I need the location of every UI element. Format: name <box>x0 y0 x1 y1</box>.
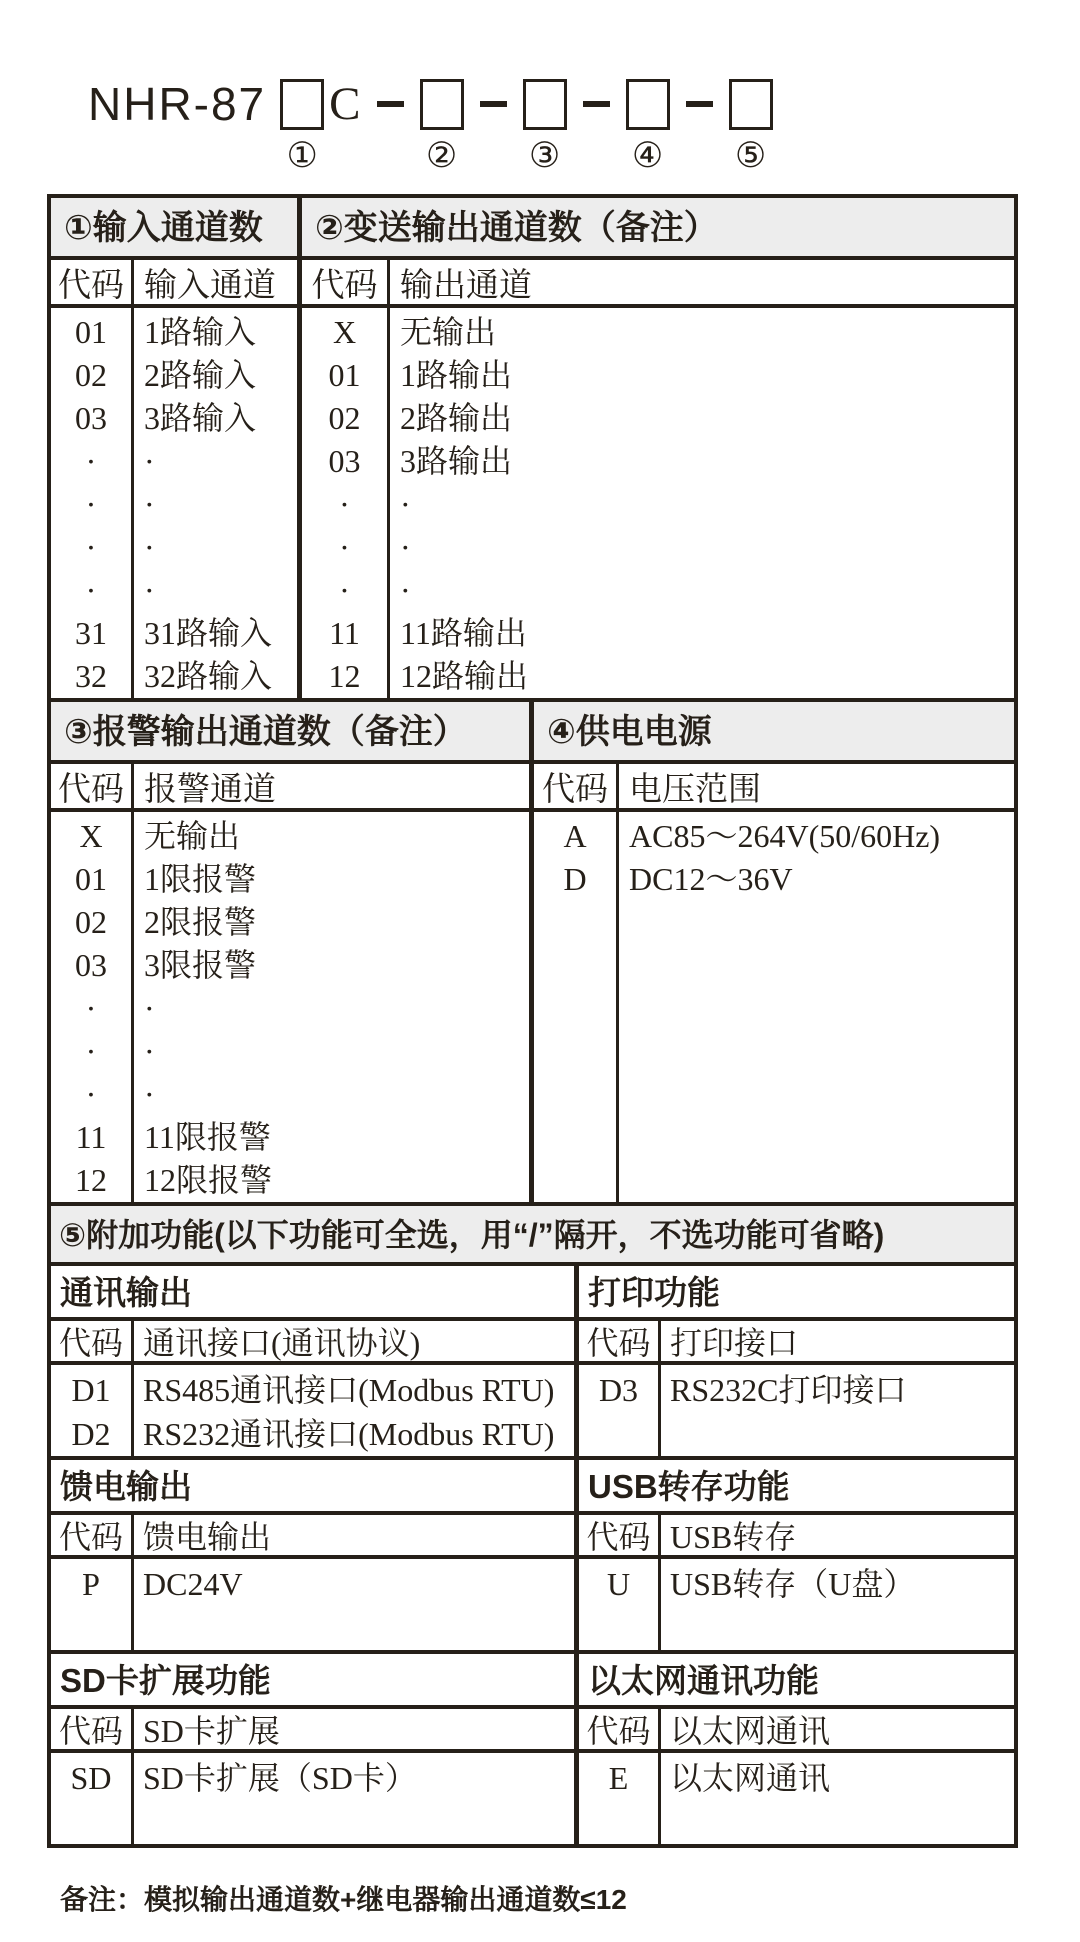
column-alarm-channel <box>134 764 534 1202</box>
column-header: 代码 <box>51 764 131 812</box>
block-ethernet <box>579 1654 1014 1844</box>
code-lines <box>51 1559 131 1650</box>
desc-lines <box>134 308 297 698</box>
position-marker-4: ④ <box>631 135 664 175</box>
desc-cell: 32路输入 <box>144 658 273 694</box>
column-header: 输入通道 <box>134 260 297 308</box>
code-lines <box>51 1365 131 1456</box>
model-box-2 <box>420 79 464 175</box>
dash-separator <box>583 101 610 107</box>
column-header: 报警通道 <box>134 764 529 812</box>
column-header: 代码 <box>302 260 387 308</box>
code-cell: D <box>563 861 587 897</box>
desc-cell: SD卡扩展（SD卡） <box>143 1760 417 1796</box>
desc-lines <box>661 1753 1014 1844</box>
desc-cell: 11路输出 <box>400 615 527 651</box>
model-box-1 <box>280 79 324 175</box>
desc-lines <box>661 1365 1014 1456</box>
desc-cell: 3路输出 <box>400 443 513 479</box>
code-cell: X <box>332 314 357 350</box>
model-box-5 <box>729 79 773 175</box>
model-box-4 <box>626 79 670 175</box>
position-marker-3: ③ <box>528 135 561 175</box>
code-lines <box>51 812 131 1202</box>
model-prefix: NHR-87 <box>88 78 267 130</box>
code-cell: 32 <box>75 658 107 694</box>
code-cell: 31 <box>75 615 107 651</box>
column-header: 馈电输出 <box>134 1515 574 1559</box>
column-code <box>51 1321 134 1456</box>
column-header: 通讯接口(通讯协议) <box>134 1321 574 1365</box>
position-marker-2: ② <box>425 135 458 175</box>
code-cell: 01 <box>75 314 107 350</box>
code-lines <box>579 1559 658 1650</box>
code-cell: 03 <box>75 947 107 983</box>
desc-cell: · <box>400 572 411 608</box>
desc-lines <box>134 1559 574 1650</box>
column-voltage-range <box>619 764 1014 1202</box>
block-body <box>51 1709 574 1844</box>
band-title-additional-functions: ⑤附加功能(以下功能可全选，用“/”隔开，不选功能可省略) <box>51 1206 1014 1266</box>
desc-cell: 1路输出 <box>400 357 513 393</box>
section-body <box>51 764 1014 1202</box>
block-title: 以太网通讯功能 <box>579 1654 1014 1709</box>
column-header: 代码 <box>51 1709 131 1753</box>
section-alarm-power <box>51 702 1014 1206</box>
block-usb-transfer <box>579 1460 1014 1650</box>
code-lines <box>534 812 616 901</box>
code-cell: 12 <box>75 1162 107 1198</box>
column-desc <box>661 1321 1014 1456</box>
desc-cell: 无输出 <box>400 314 497 350</box>
desc-cell: 2路输入 <box>144 357 257 393</box>
column-desc <box>134 1321 574 1456</box>
code-cell: · <box>85 443 97 479</box>
remark-note: 备注：模拟输出通道数+继电器输出通道数≤12 <box>60 1884 627 1915</box>
block-title: 打印功能 <box>579 1266 1014 1321</box>
desc-cell: · <box>144 1076 155 1112</box>
code-cell: 12 <box>328 658 361 694</box>
desc-cell: RS232通讯接口(Modbus RTU) <box>143 1416 555 1452</box>
column-header: 代码 <box>579 1709 658 1753</box>
code-cell: · <box>339 572 350 608</box>
column-header: 以太网通讯 <box>661 1709 1014 1753</box>
code-cell: 02 <box>328 400 361 436</box>
desc-cell: USB转存（U盘） <box>670 1566 916 1602</box>
column-code <box>579 1515 661 1650</box>
column-header: USB转存 <box>661 1515 1014 1559</box>
column-desc <box>134 1515 574 1650</box>
block-body <box>51 1321 574 1456</box>
model-box-3 <box>523 79 567 175</box>
block-feed-output <box>51 1460 579 1650</box>
code-cell: 11 <box>329 615 360 651</box>
dash-separator <box>480 101 507 107</box>
desc-cell: 1路输入 <box>144 314 257 350</box>
selection-table <box>47 194 1018 1848</box>
code-cell: D2 <box>71 1416 111 1452</box>
desc-cell: 11限报警 <box>144 1119 271 1155</box>
code-cell: · <box>85 990 97 1026</box>
dash-separator <box>377 101 404 107</box>
desc-cell: · <box>144 529 155 565</box>
band-title-transmit-output: ②变送输出通道数（备注） <box>315 209 718 247</box>
code-lines <box>51 308 131 698</box>
desc-cell: DC12～36V <box>629 861 793 897</box>
desc-lines <box>134 1365 574 1456</box>
code-cell: 01 <box>328 357 361 393</box>
code-cell: D3 <box>598 1372 639 1408</box>
column-header: 输出通道 <box>390 260 1014 308</box>
block-title: USB转存功能 <box>579 1460 1014 1515</box>
desc-cell: 12路输出 <box>400 658 529 694</box>
section-header-row <box>51 702 1014 764</box>
desc-cell: AC85～264V(50/60Hz) <box>629 818 941 854</box>
column-header: 代码 <box>51 1515 131 1559</box>
desc-lines <box>134 1753 574 1844</box>
block-sd-card <box>51 1654 579 1844</box>
desc-lines <box>390 308 1014 698</box>
code-cell: P <box>82 1566 100 1602</box>
column-code <box>51 1709 134 1844</box>
code-cell: A <box>563 818 587 854</box>
code-cell: 03 <box>328 443 361 479</box>
column-output-channel <box>390 260 1014 698</box>
code-lines <box>302 308 387 698</box>
desc-cell: RS232C打印接口 <box>670 1372 907 1408</box>
block-title: 通讯输出 <box>51 1266 574 1321</box>
function-row-comm-print <box>51 1266 1014 1460</box>
desc-cell: 3限报警 <box>144 947 257 983</box>
code-cell: · <box>85 572 97 608</box>
desc-cell: 2路输出 <box>400 400 513 436</box>
code-lines <box>51 1753 131 1844</box>
column-code <box>51 764 134 1202</box>
code-cell: E <box>608 1760 629 1796</box>
code-cell: 02 <box>75 357 107 393</box>
column-desc <box>661 1515 1014 1650</box>
code-cell: 03 <box>75 400 107 436</box>
desc-lines <box>661 1559 1014 1650</box>
column-header: 代码 <box>51 260 131 308</box>
desc-cell: · <box>144 486 155 522</box>
position-marker-1: ① <box>286 135 318 175</box>
desc-cell: 无输出 <box>144 818 241 854</box>
column-desc <box>134 1709 574 1844</box>
code-cell: · <box>339 486 350 522</box>
code-cell: U <box>606 1566 631 1602</box>
function-row-feed-usb <box>51 1460 1014 1654</box>
section-input-transmit <box>51 198 1014 702</box>
function-row-sd-ethernet <box>51 1654 1014 1844</box>
desc-cell: 3路输入 <box>144 400 257 436</box>
code-lines <box>579 1753 658 1844</box>
column-code <box>579 1709 661 1844</box>
block-body <box>579 1709 1014 1844</box>
code-cell: 11 <box>75 1119 107 1155</box>
code-cell: 02 <box>75 904 107 940</box>
desc-cell: DC24V <box>143 1566 243 1602</box>
desc-cell: · <box>400 486 411 522</box>
block-body <box>579 1321 1014 1456</box>
band-title-input-channels: ①输入通道数 <box>51 198 302 256</box>
desc-cell: · <box>400 529 411 565</box>
section-additional-functions <box>51 1206 1014 1844</box>
code-cell: · <box>85 486 97 522</box>
desc-cell: 以太网通讯 <box>670 1760 831 1796</box>
block-body <box>51 1515 574 1650</box>
column-desc <box>661 1709 1014 1844</box>
column-header: 代码 <box>534 764 616 812</box>
section-body <box>51 260 1014 698</box>
code-lines <box>579 1365 658 1456</box>
dash-separator <box>686 101 713 107</box>
column-header: SD卡扩展 <box>134 1709 574 1753</box>
desc-cell: · <box>144 572 155 608</box>
column-header: 代码 <box>579 1321 658 1365</box>
column-header: 代码 <box>579 1515 658 1559</box>
column-code <box>579 1321 661 1456</box>
desc-cell: 2限报警 <box>144 904 257 940</box>
section-header-row <box>51 198 1014 260</box>
code-cell: · <box>339 529 350 565</box>
column-header: 代码 <box>51 1321 131 1365</box>
position-marker-5: ⑤ <box>734 135 767 175</box>
desc-cell: 31路输入 <box>144 615 273 651</box>
code-cell: X <box>79 818 103 854</box>
desc-cell: · <box>144 1033 155 1069</box>
model-fixed-char: C <box>329 77 361 130</box>
column-code <box>534 764 619 1202</box>
block-body <box>579 1515 1014 1650</box>
column-input-channel <box>134 260 302 698</box>
code-cell: SD <box>70 1760 112 1796</box>
code-cell: · <box>85 1076 97 1112</box>
column-header: 电压范围 <box>619 764 1014 812</box>
block-print-function <box>579 1266 1014 1456</box>
code-cell: 01 <box>75 861 107 897</box>
desc-cell: · <box>144 990 155 1026</box>
block-title: 馈电输出 <box>51 1460 574 1515</box>
column-code <box>51 260 134 698</box>
desc-lines <box>134 812 529 1202</box>
desc-cell: RS485通讯接口(Modbus RTU) <box>143 1372 555 1408</box>
block-title: SD卡扩展功能 <box>51 1654 574 1709</box>
desc-lines <box>619 812 1014 901</box>
column-code <box>302 260 390 698</box>
block-communication-output <box>51 1266 579 1456</box>
model-code-line <box>88 77 1080 175</box>
desc-cell: 12限报警 <box>144 1162 273 1198</box>
desc-cell: · <box>144 443 155 479</box>
code-cell: · <box>85 1033 97 1069</box>
column-code <box>51 1515 134 1650</box>
code-cell: · <box>85 529 97 565</box>
band-title-alarm-output: ③报警输出通道数（备注） <box>51 702 534 760</box>
band-title-power-supply: ④供电电源 <box>547 713 712 751</box>
column-header: 打印接口 <box>661 1321 1014 1365</box>
desc-cell: 1限报警 <box>144 861 257 897</box>
code-cell: D1 <box>71 1372 111 1408</box>
